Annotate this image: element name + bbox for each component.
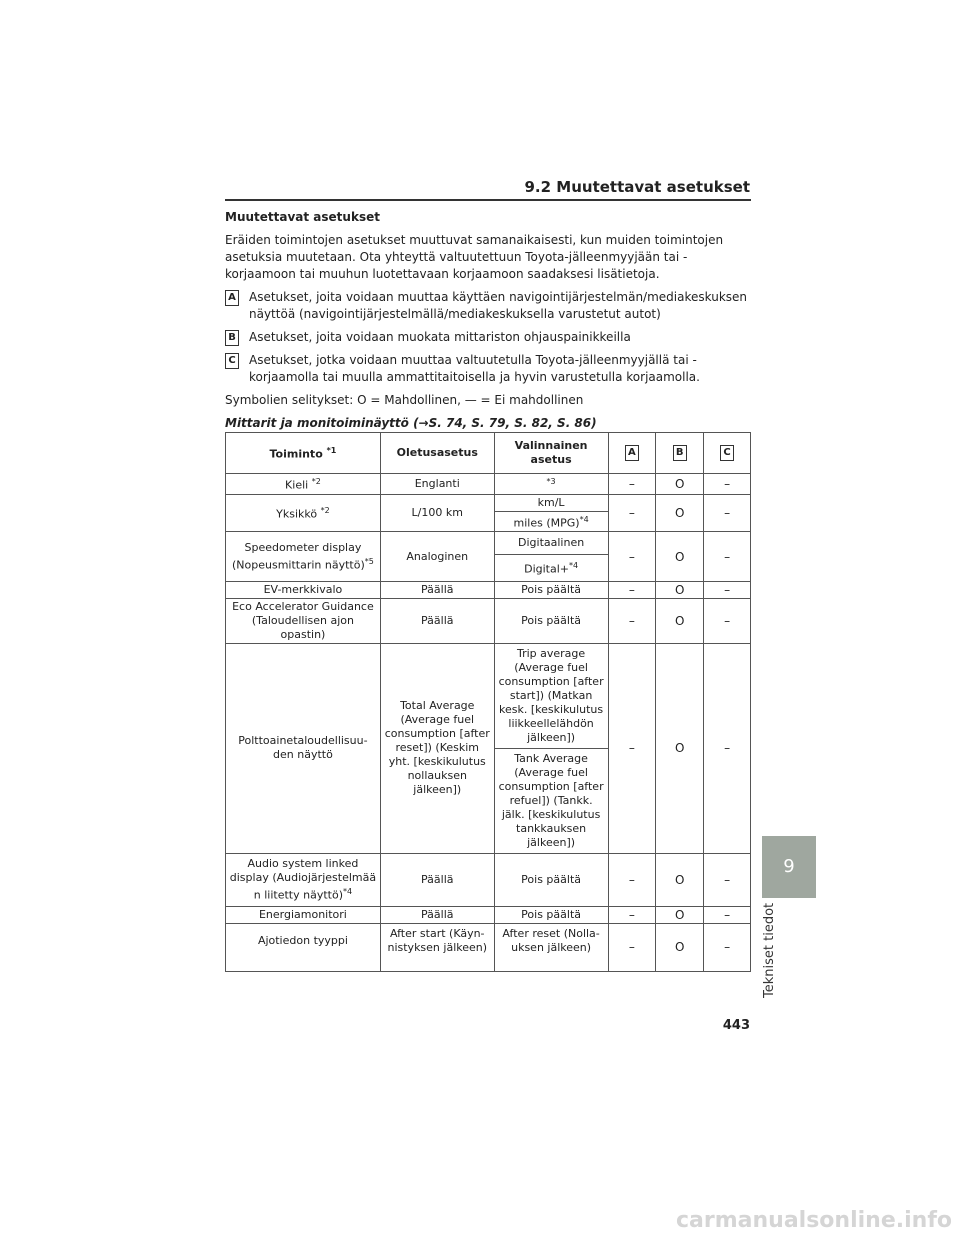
row-c: – <box>704 906 751 923</box>
chapter-label: Tekniset tiedot <box>762 902 777 998</box>
row-b: O <box>656 532 704 582</box>
row-function: Energiamonitori <box>226 906 381 923</box>
row-b: O <box>656 643 704 853</box>
table-header-row <box>226 433 751 474</box>
row-function: Audio system linked display (Audiojärjestelmää n liitetty näyttö)$^{*4}$ <box>226 853 381 906</box>
row-c: – <box>704 643 751 853</box>
row-default: After start (Käyn-nistyksen jälkeen) <box>380 923 494 971</box>
header-a: A <box>608 433 656 474</box>
row-a: – <box>608 643 656 853</box>
row-function: Polttoainetaloudellisuu-den näyttö <box>226 643 381 853</box>
row-c: – <box>704 923 751 971</box>
header-b: B <box>656 433 704 474</box>
row-b: O <box>656 494 704 532</box>
legend-text-a: Asetukset, joita voidaan muuttaa käyttäen navigointijärjestelmän/mediakeskuksen näyttöä (navigointijärjestelmällä/mediakeskuksella varustetut autot) <box>249 290 748 321</box>
row-option: Pois päältä <box>494 906 608 923</box>
page-header-title: 9.2 Muutettavat asetukset <box>524 178 750 196</box>
row-b: O <box>656 598 704 643</box>
row-default: Päällä <box>380 581 494 598</box>
row-option-2: miles (MPG)$^{*4}$ <box>494 511 608 532</box>
row-option-2: Digital+$^{*4}$ <box>494 555 608 582</box>
header-optional: Valinnainen asetus <box>494 433 608 474</box>
legend-item-c <box>225 352 751 386</box>
table-row <box>226 581 751 598</box>
row-b: O <box>656 853 704 906</box>
header-rule <box>225 199 751 201</box>
row-option: Pois päältä <box>494 853 608 906</box>
row-option: Pois päältä <box>494 598 608 643</box>
row-option-2: Tank Average (Average fuel consumption [after refuel]) (Tankk. jälk. [keskikulutus tankkauksen jälkeen]) <box>494 748 608 853</box>
row-b: O <box>656 581 704 598</box>
table-title: Mittarit ja monitoiminäyttö (→S. 74, S. 79, S. 82, S. 86) <box>225 416 597 430</box>
row-a: – <box>608 494 656 532</box>
row-c: – <box>704 494 751 532</box>
badge-b: B <box>225 330 239 346</box>
row-a: – <box>608 906 656 923</box>
row-a: – <box>608 853 656 906</box>
row-a: – <box>608 474 656 495</box>
table-row <box>226 923 751 971</box>
row-option: Digitaalinen <box>494 532 608 555</box>
row-c: – <box>704 474 751 495</box>
row-function: Eco Accelerator Guidance (Taloudellisen ajon opastin) <box>226 598 381 643</box>
row-function: EV-merkkivalo <box>226 581 381 598</box>
table-row <box>226 532 751 555</box>
row-c: – <box>704 853 751 906</box>
section-title: Muutettavat asetukset <box>225 210 380 224</box>
row-default: Päällä <box>380 853 494 906</box>
table-row <box>226 643 751 748</box>
row-default: Analoginen <box>380 532 494 582</box>
header-function: Toiminto $^{*1}$ <box>226 433 381 474</box>
row-option: *3 <box>494 474 608 495</box>
row-b: O <box>656 474 704 495</box>
row-function: Ajotiedon tyyppi <box>226 923 381 971</box>
symbols-legend: Symbolien selitykset: O = Mahdollinen, — = Ei mahdollinen <box>225 393 584 407</box>
watermark: carmanualsonline.info <box>676 1208 952 1233</box>
row-option: Pois päältä <box>494 581 608 598</box>
row-c: – <box>704 581 751 598</box>
row-default: Total Average (Average fuel consumption [after reset]) (Keskim yht. [keskikulutus nollauksen jälkeen]) <box>380 643 494 853</box>
row-default: L/100 km <box>380 494 494 532</box>
row-c: – <box>704 532 751 582</box>
header-c: C <box>704 433 751 474</box>
row-c: – <box>704 598 751 643</box>
legend-text-c: Asetukset, jotka voidaan muuttaa valtuutetulla Toyota-jälleenmyyjällä tai -korjaamolla tai muulla ammattitaitoisella ja hyvin varustetulla korjaamolla. <box>249 353 700 384</box>
row-option: Trip average (Average fuel consumption [after start]) (Matkan kesk. [keskikulutus liikkeellelähdön jälkeen]) <box>494 643 608 748</box>
row-b: O <box>656 923 704 971</box>
table-row <box>226 474 751 495</box>
intro-paragraph: Eräiden toimintojen asetukset muuttuvat samanaikaisesti, kun muiden toimintojen asetuksia muutetaan. Ota yhteyttä valtuutettuun Toyota-jälleenmyyjään tai -korjaamoon tai muuhun luotettavaan korjaamoon saadaksesi lisätietoja. <box>225 233 724 281</box>
row-a: – <box>608 532 656 582</box>
row-function: Yksikkö $^{*2}$ <box>226 494 381 532</box>
legend-item-a <box>225 289 751 323</box>
legend-text-b: Asetukset, joita voidaan muokata mittariston ohjauspainikkeilla <box>249 330 631 344</box>
badge-a: A <box>225 290 239 306</box>
row-a: – <box>608 923 656 971</box>
table-row <box>226 598 751 643</box>
page-number: 443 <box>722 1018 750 1033</box>
chapter-tab: 9 <box>762 836 816 898</box>
table-row <box>226 906 751 923</box>
table-row <box>226 494 751 511</box>
settings-table <box>225 432 751 972</box>
row-option: After reset (Nolla-uksen jälkeen) <box>494 923 608 971</box>
row-default: Päällä <box>380 598 494 643</box>
table-row <box>226 853 751 906</box>
row-function: Kieli $^{*2}$ <box>226 474 381 495</box>
row-option: km/L <box>494 494 608 511</box>
row-a: – <box>608 598 656 643</box>
row-default: Englanti <box>380 474 494 495</box>
badge-c: C <box>225 353 239 369</box>
row-a: – <box>608 581 656 598</box>
header-default: Oletusasetus <box>380 433 494 474</box>
main-content <box>225 209 751 972</box>
legend-item-b <box>225 329 751 346</box>
row-function: Speedometer display (Nopeusmittarin näyttö)$^{*5}$ <box>226 532 381 582</box>
row-default: Päällä <box>380 906 494 923</box>
row-b: O <box>656 906 704 923</box>
